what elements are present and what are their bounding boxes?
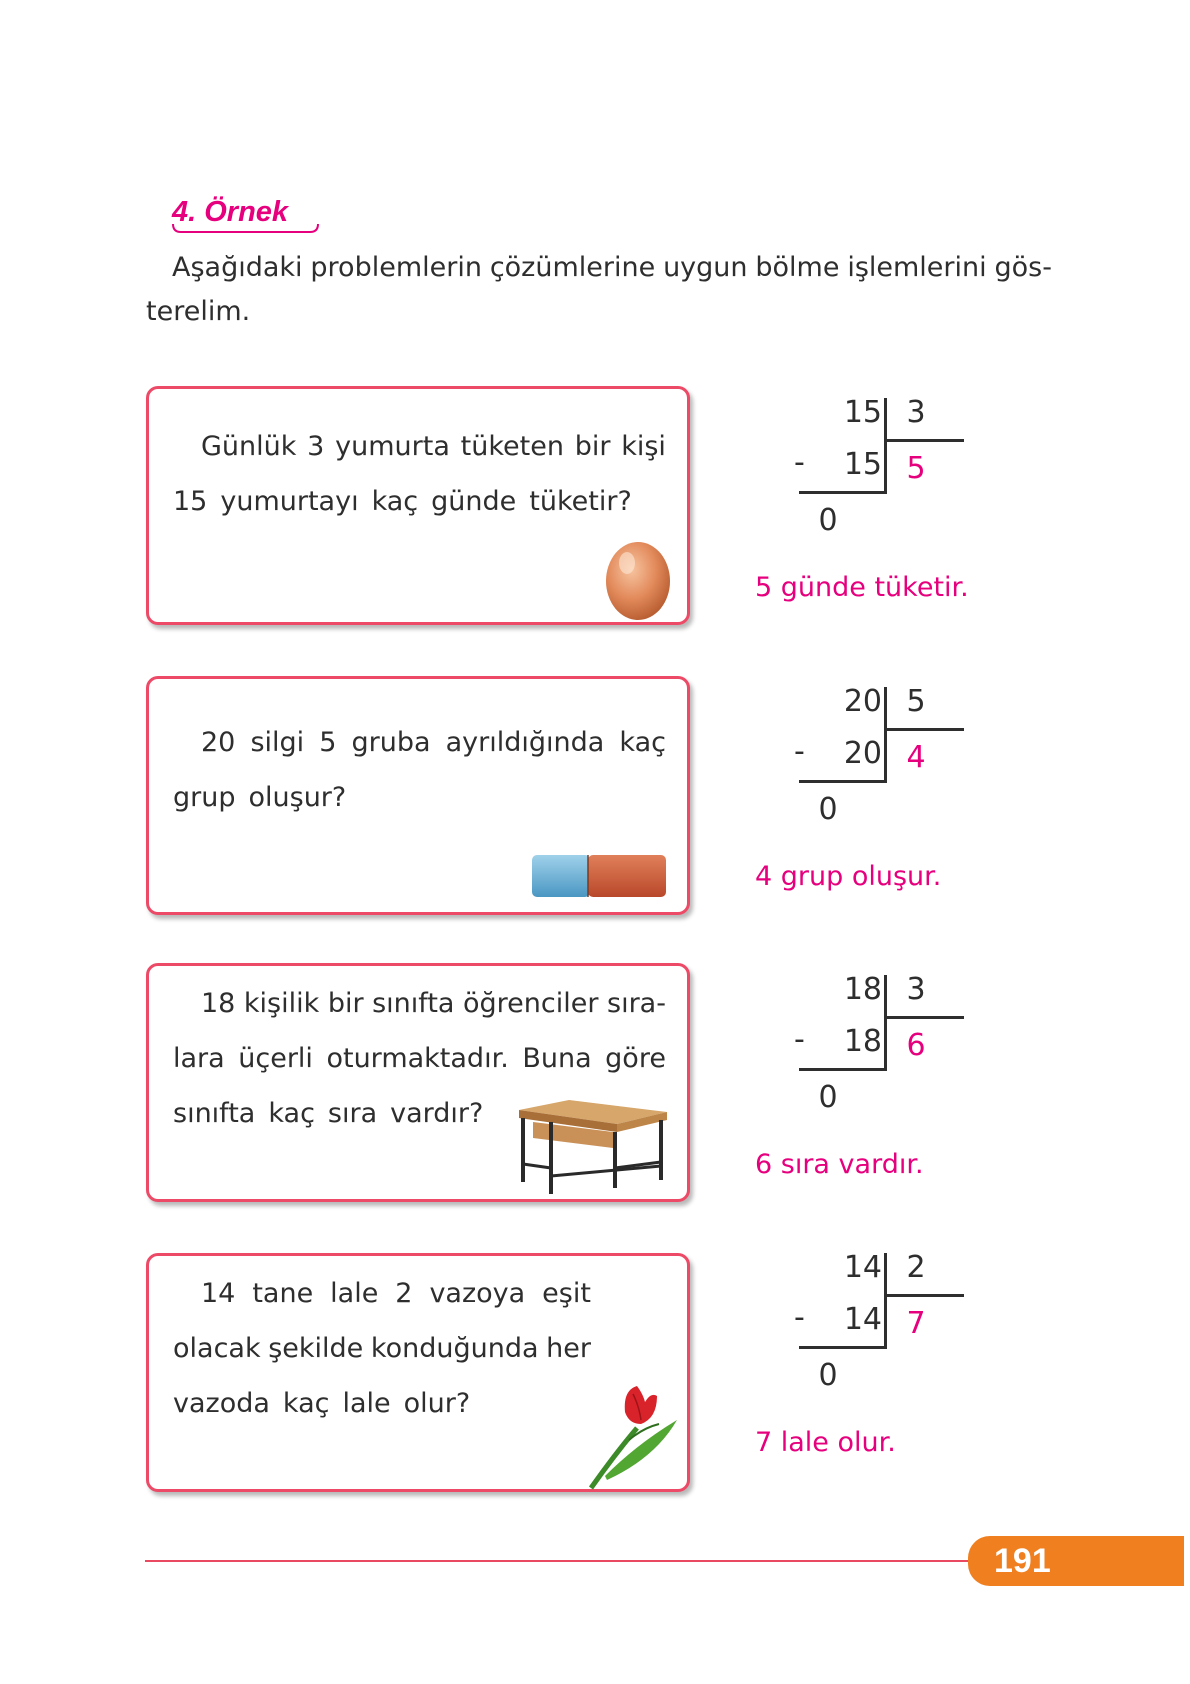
- intro-word: gös-: [994, 252, 1052, 283]
- word: tüketir?: [529, 486, 632, 517]
- intro-word: çözümlerine: [489, 252, 656, 283]
- word: bir: [574, 431, 611, 462]
- word: göre: [605, 1043, 666, 1074]
- word: lara: [173, 1043, 225, 1074]
- division-2: [784, 685, 964, 825]
- remainder: 0: [818, 503, 838, 538]
- subtracted: 14: [843, 1302, 882, 1337]
- word: kaç: [282, 1388, 330, 1419]
- word: olacak: [173, 1333, 261, 1364]
- divisor-line: [886, 728, 964, 731]
- divisor: 2: [906, 1250, 926, 1285]
- word: sınıfta: [173, 1098, 256, 1129]
- answer-2: 4 grup oluşur.: [755, 861, 942, 892]
- problem-line: [173, 976, 666, 1031]
- quotient: 5: [906, 451, 926, 486]
- problem-line: [173, 715, 666, 770]
- dividend: 15: [843, 395, 882, 430]
- problem-text: [173, 1266, 591, 1431]
- intro-line-1: [146, 246, 1052, 290]
- desk-image: [511, 1096, 671, 1200]
- problem-line: [173, 419, 666, 474]
- divisor: 3: [906, 395, 926, 430]
- word: her: [546, 1333, 591, 1364]
- footer-rule: [145, 1560, 970, 1562]
- problem-line: [173, 1321, 591, 1376]
- word: Buna: [522, 1043, 592, 1074]
- word: günde: [431, 486, 517, 517]
- title-underline-bracket: [171, 222, 320, 234]
- word: üçerli: [238, 1043, 313, 1074]
- problem-line: [173, 770, 666, 825]
- word: konduğunda: [370, 1333, 539, 1364]
- word: grup: [173, 782, 236, 813]
- word: 3: [307, 431, 325, 462]
- division-1: [784, 396, 964, 536]
- word: kaç: [371, 486, 419, 517]
- word: şekilde: [268, 1333, 364, 1364]
- intro-word: işlemlerini: [847, 252, 987, 283]
- remainder: 0: [818, 792, 838, 827]
- word: yumurta: [335, 431, 450, 462]
- word: öğrenciler: [463, 988, 599, 1019]
- problem-line: [173, 474, 666, 529]
- word: vazoda: [173, 1388, 270, 1419]
- answer-1: 5 günde tüketir.: [755, 572, 969, 603]
- divisor-line: [886, 439, 964, 442]
- word: lale: [342, 1388, 391, 1419]
- problem-line: [173, 1376, 591, 1431]
- minus-sign: -: [794, 734, 805, 769]
- divisor: 3: [906, 972, 926, 1007]
- answer-4: 7 lale olur.: [755, 1427, 896, 1458]
- word: gruba: [351, 727, 431, 758]
- intro-word: Aşağıdaki: [172, 252, 303, 283]
- divisor-line: [886, 1294, 964, 1297]
- problem-line: [173, 1266, 591, 1321]
- intro-paragraph: [146, 246, 1052, 334]
- problem-text: [173, 419, 666, 529]
- division-bar: [884, 398, 887, 492]
- problem-card-4: [146, 1253, 690, 1492]
- word: kaç: [619, 727, 666, 758]
- subtracted: 18: [843, 1024, 882, 1059]
- word: silgi: [250, 727, 305, 758]
- word: eşit: [542, 1278, 591, 1309]
- word: 2: [395, 1278, 413, 1309]
- problem-line: [173, 1031, 666, 1086]
- answer-3: 6 sıra vardır.: [755, 1149, 924, 1180]
- egg-image: [603, 537, 673, 621]
- word: sınıfta: [372, 988, 455, 1019]
- word: olur?: [403, 1388, 471, 1419]
- word: oluşur?: [248, 782, 347, 813]
- word: 20: [201, 727, 236, 758]
- word: 14: [201, 1278, 236, 1309]
- word: sıra-: [607, 988, 666, 1019]
- division-3: [784, 973, 964, 1113]
- intro-line-2: terelim.: [146, 296, 251, 327]
- dividend: 14: [843, 1250, 882, 1285]
- word: 5: [319, 727, 337, 758]
- dividend: 20: [843, 684, 882, 719]
- word: yumurtayı: [220, 486, 359, 517]
- problem-text: [173, 715, 666, 825]
- subtraction-line: [799, 491, 887, 494]
- division-bar: [884, 975, 887, 1069]
- subtraction-line: [799, 1346, 887, 1349]
- word: 18: [201, 988, 236, 1019]
- problem-card-3: [146, 963, 690, 1202]
- word: kaç: [268, 1098, 315, 1129]
- remainder: 0: [818, 1080, 838, 1115]
- remainder: 0: [818, 1358, 838, 1393]
- subtracted: 15: [843, 447, 882, 482]
- tulip-image: [585, 1384, 685, 1494]
- problem-card-2: [146, 676, 690, 915]
- subtraction-line: [799, 1068, 887, 1071]
- eraser-image: [530, 851, 670, 901]
- problem-card-1: [146, 386, 690, 625]
- word: lale: [330, 1278, 379, 1309]
- intro-word: bölme: [755, 252, 840, 283]
- quotient: 7: [906, 1306, 926, 1341]
- word: Günlük: [201, 431, 297, 462]
- division-bar: [884, 687, 887, 781]
- word: 15: [173, 486, 208, 517]
- word: bir: [327, 988, 364, 1019]
- word: tane: [252, 1278, 314, 1309]
- divisor-line: [886, 1016, 964, 1019]
- word: vazoya: [429, 1278, 526, 1309]
- quotient: 6: [906, 1028, 926, 1063]
- minus-sign: -: [794, 445, 805, 480]
- division-bar: [884, 1253, 887, 1347]
- dividend: 18: [843, 972, 882, 1007]
- minus-sign: -: [794, 1300, 805, 1335]
- division-4: [784, 1251, 964, 1391]
- word: ayrıldığında: [445, 727, 605, 758]
- word: tüketen: [460, 431, 564, 462]
- word: kişi: [621, 431, 666, 462]
- subtracted: 20: [843, 736, 882, 771]
- word: oturmaktadır.: [326, 1043, 509, 1074]
- intro-word: uygun: [663, 252, 748, 283]
- page-number: 191: [994, 1542, 1051, 1580]
- minus-sign: -: [794, 1022, 805, 1057]
- intro-word: problemlerin: [310, 252, 482, 283]
- word: kişilik: [243, 988, 320, 1019]
- example-title: 4. Örnek: [172, 196, 289, 228]
- word: vardır?: [390, 1098, 484, 1129]
- word: sıra: [327, 1098, 378, 1129]
- subtraction-line: [799, 780, 887, 783]
- divisor: 5: [906, 684, 926, 719]
- quotient: 4: [906, 740, 926, 775]
